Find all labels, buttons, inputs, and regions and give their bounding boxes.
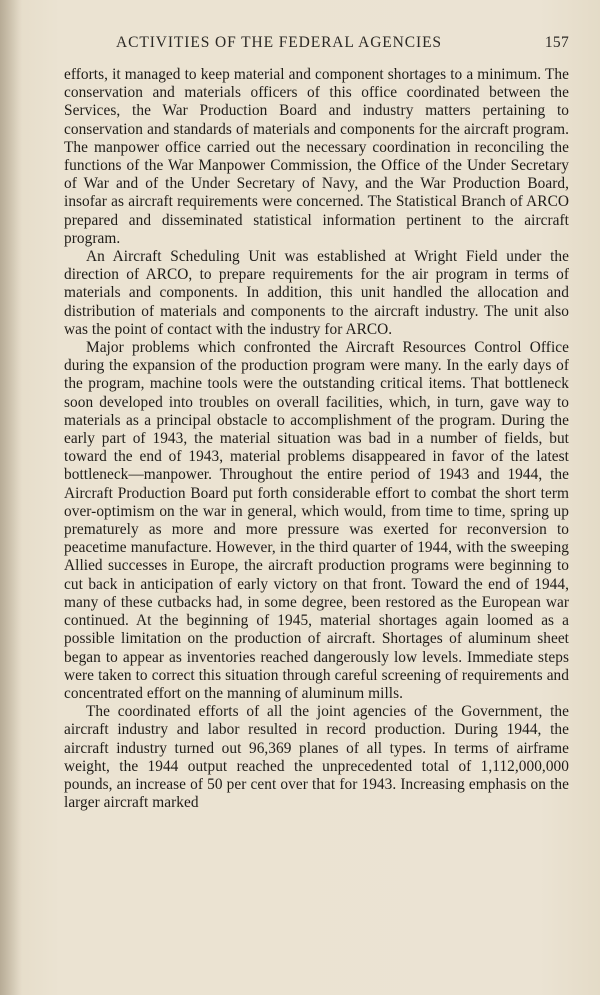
running-head [116,34,569,56]
body-text [64,66,569,812]
paragraph: An Aircraft Scheduling Unit was established at Wright Field under the direction of ARCO, to prepare requirements for the air program in terms of materials and components. In addition, this unit handled the allocation and distribution of materials and components to the aircraft industry. The unit also was the point of contact with the industry for ARCO. [64,248,569,338]
running-title: ACTIVITIES OF THE FEDERAL AGENCIES [116,34,442,51]
paragraph: Major problems which confronted the Aircraft Resources Control Office during the expansion of the production program were many. In the early days of the program, machine tools were the outstanding critical items. That bottleneck soon developed into troubles on overall facilities, which, in turn, gave way to materials as a principal obstacle to accomplishment of the program. During the early part of 1943, the material situation was bad in a number of fields, but toward the end of 1943, material problems disappeared in favor of the latest bottleneck—manpower. Throughout the entire period of 1943 and 1944, the Aircraft Production Board put forth considerable effort to combat the short term over-optimism on the war in general, which would, from time to time, spring up prematurely as more and more pressure was exerted for reconversion to peacetime manufacture. However, in the third quarter of 1944, with the sweeping Allied successes in Europe, the aircraft production programs were beginning to cut back in anticipation of early victory on that front. Toward the end of 1944, many of these cutbacks had, in some degree, been restored as the European war continued. At the beginning of 1945, material shortages again loomed as a possible limitation on the production of aircraft. Shortages of aluminum sheet began to appear as inventories reached dangerously low levels. Immediate steps were taken to correct this situation through careful screening of requirements and concentrated effort on the manning of aluminum mills. [64,339,569,702]
page-number: 157 [544,34,569,51]
paragraph-continued: efforts, it managed to keep material and component shortages to a minimum. The conservation and materials officers of this office coordinated between the Services, the War Production Board and industry matters pertaining to conservation and standards of materials and components for the aircraft program. The manpower office carried out the necessary coordination in reconciling the functions of the War Manpower Commission, the Office of the Under Secretary of War and of the Under Secretary of Navy, and the War Production Board, insofar as aircraft requirements were concerned. The Statistical Branch of ARCO prepared and disseminated statistical information pertinent to the aircraft program. [64,66,569,247]
binding-shadow [0,0,22,995]
paragraph: The coordinated efforts of all the joint agencies of the Government, the aircraft industry and labor resulted in record production. During 1944, the aircraft industry turned out 96,369 planes of all types. In terms of airframe weight, the 1944 output reached the unprecedented total of 1,112,000,000 pounds, an increase of 50 per cent over that for 1943. Increasing emphasis on the larger aircraft marked [64,703,569,812]
